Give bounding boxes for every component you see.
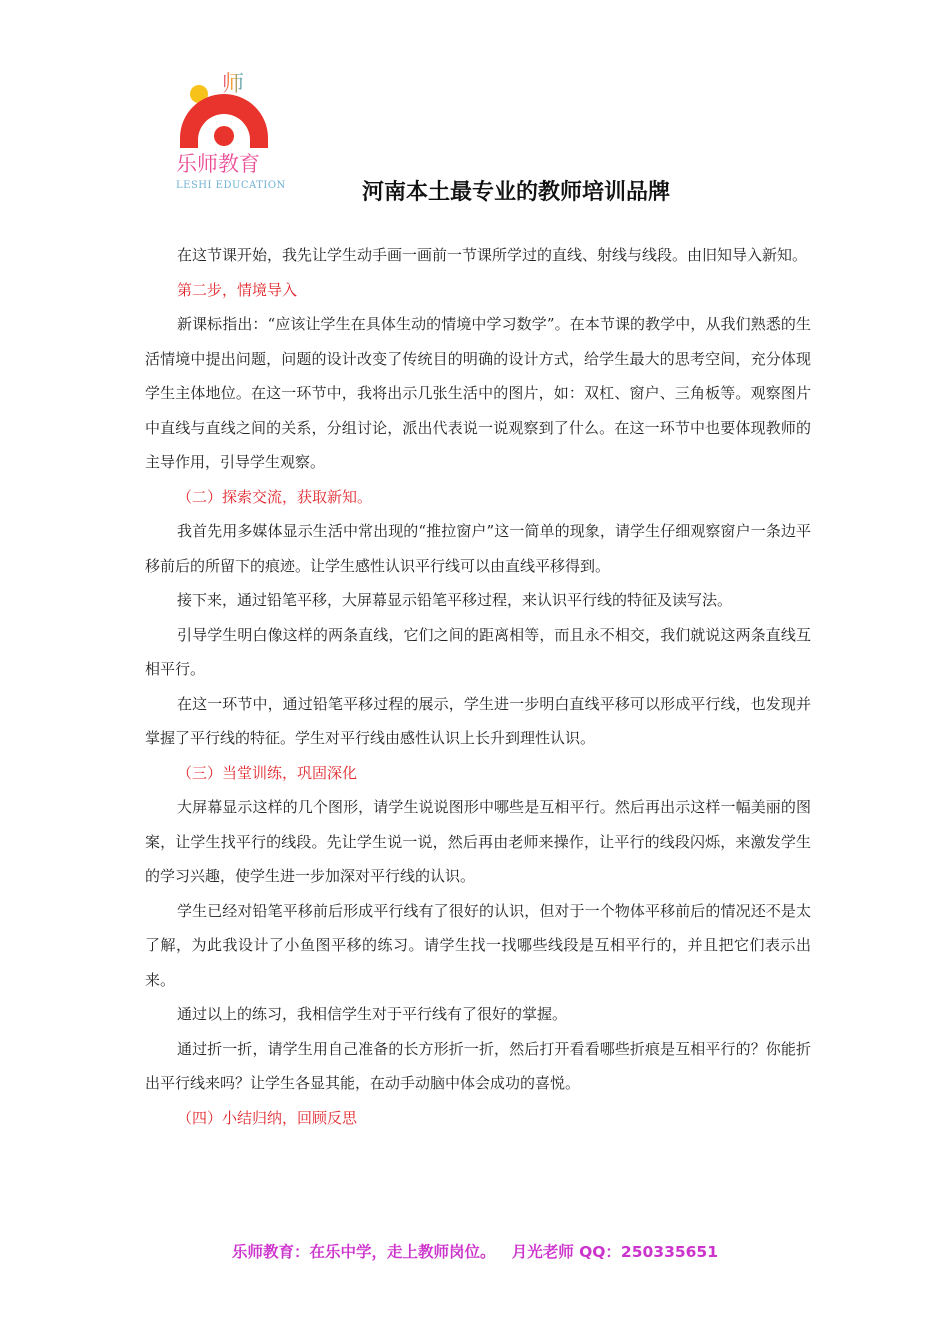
logo-character: 师 — [222, 72, 245, 97]
logo-name-en: LESHI EDUCATION — [176, 180, 286, 191]
section-heading: （二）探索交流，获取新知。 — [177, 487, 373, 506]
page-title: 河南本土最专业的教师培训品牌 — [362, 179, 671, 205]
section-heading: （三）当堂训练，巩固深化 — [177, 763, 358, 782]
brand-logo — [176, 72, 286, 196]
paragraph: 学生已经对铅笔平移前后形成平行线有了很好的认识，但对于一个物体平移前后的情况还不是太了解，为此我设计了小鱼图平移的练习。请学生找一找哪些线段是互相平行的，并且把它们表示出来。 — [145, 901, 811, 989]
footer-slogan: 乐师教育：在乐中学，走上教师岗位。 — [231, 1243, 496, 1261]
paragraph: 引导学生明白像这样的两条直线，它们之间的距离相等，而且永不相交，我们就说这两条直线互相平行。 — [145, 625, 811, 678]
section-heading: （四）小结归纳，回顾反思 — [177, 1108, 358, 1127]
paragraph: 接下来，通过铅笔平移，大屏幕显示铅笔平移过程，来认识平行线的特征及读写法。 — [177, 591, 733, 609]
paragraph: 在这一环节中，通过铅笔平移过程的展示，学生进一步明白直线平移可以形成平行线，也发现并掌握了平行线的特征。学生对平行线由感性认识上长升到理性认识。 — [145, 694, 811, 747]
footer-contact: 月光老师 QQ：250335651 — [511, 1243, 719, 1261]
paragraph: 我首先用多媒体显示生活中常出现的“推拉窗户”这一简单的现象，请学生仔细观察窗户一条边平移前后的所留下的痕迹。让学生感性认识平行线可以由直线平移得到。 — [145, 522, 811, 575]
logo-name-cn: 乐师教育 — [176, 152, 260, 176]
paragraph: 大屏幕显示这样的几个图形，请学生说说图形中哪些是互相平行。然后再出示这样一幅美丽的图案，让学生找平行的线段。先让学生说一说，然后再由老师来操作，让平行的线段闪烁，来激发学生的学习兴趣，使学生进一步加深对平行线的认识。 — [145, 798, 811, 885]
page-footer — [0, 1238, 950, 1266]
paragraph: 在这节课开始，我先让学生动手画一画前一节课所学过的直线、射线与线段。由旧知导入新知。 — [177, 246, 808, 264]
paragraph: 新课标指出：“应该让学生在具体生动的情境中学习数学”。在本节课的教学中，从我们熟悉的生活情境中提出问题，问题的设计改变了传统目的明确的设计方式，给学生最大的思考空间，充分体现学生主体地位。在这一环节中，我将出示几张生活中的图片，如：双杠、窗户、三角板等。观察图片中直线与直线之间的关系，分组讨论，派出代表说一说观察到了什么。在这一环节中也要体现教师的主导作用，引导学生观察。 — [145, 315, 811, 471]
section-heading: 第二步，情境导入 — [177, 280, 298, 299]
document-body — [145, 238, 811, 1135]
paragraph: 通过以上的练习，我相信学生对于平行线有了很好的掌握。 — [177, 1005, 568, 1023]
paragraph: 通过折一折，请学生用自己准备的长方形折一折，然后打开看看哪些折痕是互相平行的？你能折出平行线来吗？让学生各显其能，在动手动脑中体会成功的喜悦。 — [145, 1039, 811, 1092]
